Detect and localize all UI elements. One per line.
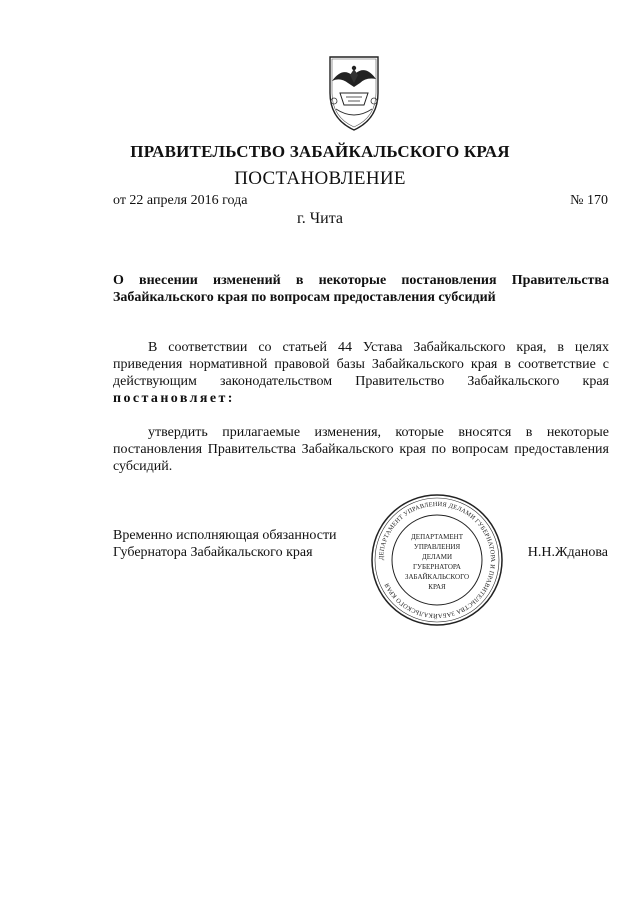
- signatory-position-line-2: Губернатора Забайкальского края: [113, 545, 313, 560]
- signatory-position: [113, 527, 337, 561]
- seal-line-4: ГУБЕРНАТОРА: [413, 563, 461, 571]
- seal-line-6: КРАЯ: [428, 583, 446, 591]
- seal-outer-text: ДЕПАРТАМЕНТ УПРАВЛЕНИЯ ДЕЛАМИ ГУБЕРНАТОРА И ПРАВИТЕЛЬСТВА ЗАБАЙКАЛЬСКОГО КРАЯ: [377, 500, 497, 620]
- seal-line-3: ДЕЛАМИ: [421, 553, 453, 561]
- organization-title: ПРАВИТЕЛЬСТВО ЗАБАЙКАЛЬСКОГО КРАЯ: [130, 142, 510, 161]
- seal-line-5: ЗАБАЙКАЛЬСКОГО: [404, 573, 470, 581]
- signatory-position-line-1: Временно исполняющая обязанности: [113, 528, 337, 543]
- document-number: № 170: [570, 193, 608, 208]
- document-subject: О внесении изменений в некоторые постановления Правительства Забайкальского края по вопросам предоставления субсидий: [113, 273, 609, 305]
- body-paragraph-2: утвердить прилагаемые изменения, которые вносятся в некоторые постановления Правительства Забайкальского края по вопросам предоставления субсидий.: [113, 425, 609, 474]
- seal-line-2: УПРАВЛЕНИЯ: [413, 543, 461, 551]
- coat-of-arms-icon: [322, 53, 386, 133]
- signatory-name: Н.Н.Жданова: [527, 545, 608, 560]
- document-date: от 22 апреля 2016 года: [113, 193, 248, 208]
- document-type: ПОСТАНОВЛЕНИЕ: [234, 168, 406, 189]
- para1-text: В соответствии со статьей 44 Устава Забайкальского края, в целях приведения нормативной правовой базы Забайкальского края в соответствие с действующим законодательством Правительство Забайкальского края: [113, 340, 609, 389]
- seal-line-1: ДЕПАРТАМЕНТ: [411, 533, 463, 541]
- document-city: г. Чита: [296, 210, 343, 227]
- official-seal-icon: [369, 492, 505, 628]
- decree-keyword: постановляет:: [113, 391, 235, 406]
- body-paragraph-1: [113, 339, 609, 407]
